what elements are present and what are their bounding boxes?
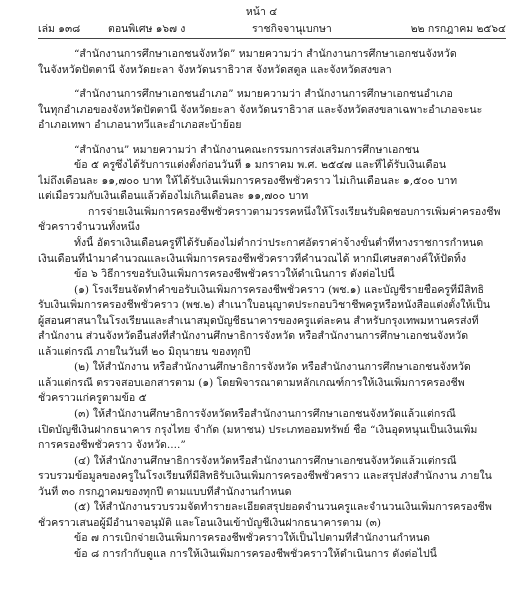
document-body (38, 47, 506, 563)
body-line: “สำนักงานการศึกษาเอกชนอำเภอ” หมายความว่า สำนักงานการศึกษาเอกชนอำเภอ (74, 88, 453, 101)
gazette-title: ราชกิจจานุเบกษา (252, 23, 332, 35)
body-line: สำนักงาน ส่วนจังหวัดอื่นส่งที่สำนักงานศึกษาธิการจังหวัด หรือสำนักงานการศึกษาเอกชนจังหวัด (38, 330, 469, 343)
body-line: แล้วแต่กรณี ตรวจสอบเอกสารตาม (๑) โดยพิจารณาตามหลักเกณฑ์การให้เงินเพิ่มการครองชีพ (38, 376, 465, 389)
body-line: (๕) ให้สำนักงานรวบรวมจัดทำรายละเอียดสรุปยอดจำนวนครูและจำนวนเงินเพิ่มการครองชีพ (74, 501, 492, 514)
header-divider (38, 38, 506, 39)
body-line: (๔) ให้สำนักงานศึกษาธิการจังหวัดหรือสำนักงานการศึกษาเอกชนจังหวัดแล้วแต่กรณี (74, 454, 457, 467)
section-label: ตอนพิเศษ ๑๖๗ ง (108, 23, 186, 35)
body-line: ไม่ถึงเดือนละ ๑๑,๗๐๐ บาท ให้ได้รับเงินเพิ่มการครองชีพชั่วคราว ไม่เกินเดือนละ ๑,๕๐๐ บาท (38, 174, 458, 187)
body-line: ชั่วคราวแก่ครูตามข้อ ๕ (38, 392, 147, 405)
body-line: (๑) โรงเรียนจัดทำคำขอรับเงินเพิ่มการครองชีพชั่วคราว (พช.๑) และบัญชีรายชื่อครูที่มีสิทธิ (74, 283, 484, 296)
body-line: วันที่ ๓๐ กรกฎาคมของทุกปี ตามแบบที่สำนักงานกำหนด (38, 485, 292, 498)
body-line: (๒) ให้สำนักงาน หรือสำนักงานศึกษาธิการจังหวัด หรือสำนักงานการศึกษาเอกชนจังหวัด (74, 361, 471, 374)
body-line: รับเงินเพิ่มการครองชีพชั่วคราว (พช.๒) สำเนาใบอนุญาตประกอบวิชาชีพครูหรือหนังสือแต่งตั้งให้เป็น (38, 299, 491, 312)
body-line: การจ่ายเงินเพิ่มการครองชีพชั่วคราวตามวรรคหนึ่งให้โรงเรียนรับผิดชอบการเพิ่มค่าครองชีพ (88, 205, 501, 218)
body-line: ในทุกอำเภอของจังหวัดปัตตานี จังหวัดยะลา จังหวัดนราธิวาส และจังหวัดสงขลาเฉพาะอำเภอจะนะ (38, 103, 483, 116)
body-line: ข้อ ๕ ครูซึ่งได้รับการแต่งตั้งก่อนวันที่ ๑ มกราคม พ.ศ. ๒๕๔๗ และที่ได้รับเงินเดือน (74, 159, 447, 172)
body-line: อำเภอเทพา อำเภอนาทวีและอำเภอสะบ้าย้อย (38, 119, 242, 132)
body-line: แล้วแต่กรณี ภายในวันที่ ๒๐ มิถุนายน ของทุกปี (38, 345, 251, 358)
body-line: รวบรวมข้อมูลของครูในโรงเรียนที่มีสิทธิรับเงินเพิ่มการครองชีพชั่วคราว และสรุปส่งสำนักงาน ภายใน (38, 470, 492, 483)
body-line: ทั้งนี้ อัตราเงินเดือนครูที่ได้รับต้องไม่ต่ำกว่าประกาศอัตราค่าจ้างขั้นต่ำที่ทางราชการกำหนด (74, 237, 484, 250)
gazette-header (38, 20, 506, 36)
body-line: ข้อ ๖ วิธีการขอรับเงินเพิ่มการครองชีพชั่วคราวให้ดำเนินการ ดังต่อไปนี้ (74, 268, 395, 281)
body-line: การครองชีพชั่วคราว จังหวัด....” (38, 439, 186, 452)
body-line: ข้อ ๗ การเบิกจ่ายเงินเพิ่มการครองชีพชั่วคราวให้เป็นไปตามที่สำนักงานกำหนด (74, 532, 430, 545)
body-line: ผู้สอนศาสนาในโรงเรียนและสำเนาสมุดบัญชีธนาคารของครูแต่ละคน สำหรับกรุงเทพมหานครส่งที่ (38, 314, 479, 327)
body-line: ในจังหวัดปัตตานี จังหวัดยะลา จังหวัดนราธิวาส จังหวัดสตูล และจังหวัดสงขลา (38, 63, 392, 76)
page-number: หน้า ๔ (245, 6, 278, 18)
body-line: ชั่วคราวเสนอผู้มีอำนาจอนุมัติ และโอนเงินเข้าบัญชีเงินฝากธนาคารตาม (๓) (38, 516, 382, 529)
publication-date: ๒๒ กรกฎาคม ๒๕๖๔ (410, 23, 506, 35)
body-line: (๓) ให้สำนักงานศึกษาธิการจังหวัดหรือสำนักงานการศึกษาเอกชนจังหวัดแล้วแต่กรณี (74, 408, 456, 421)
body-line: ชั่วคราวจำนวนทั้งหนึ่ง (38, 221, 140, 234)
body-line: เงินเดือนที่นำมาคำนวณและเงินเพิ่มการครองชีพชั่วคราวที่คำนวณได้ หากมีเศษสตางค์ให้ปัดทิ้ง (38, 252, 467, 265)
body-line: “สำนักงานการศึกษาเอกชนจังหวัด” หมายความว่า สำนักงานการศึกษาเอกชนจังหวัด (74, 48, 457, 60)
body-line: ข้อ ๘ การกำกับดูแล การให้เงินเพิ่มการครองชีพชั่วคราวให้ดำเนินการ ดังต่อไปนี้ (74, 547, 437, 560)
volume-label: เล่ม ๑๓๘ (38, 23, 81, 35)
body-line: “สำนักงาน” หมายความว่า สำนักงานคณะกรรมการส่งเสริมการศึกษาเอกชน (74, 143, 420, 156)
body-line: แต่เมื่อรวมกับเงินเดือนแล้วต้องไม่เกินเดือนละ ๑๑,๗๐๐ บาท (38, 190, 309, 203)
body-line: เปิดบัญชีเงินฝากธนาคาร กรุงไทย จำกัด (มหาชน) ประเภทออมทรัพย์ ชื่อ “เงินอุดหนุนเป็นเงินเพิ่ม (38, 423, 478, 436)
